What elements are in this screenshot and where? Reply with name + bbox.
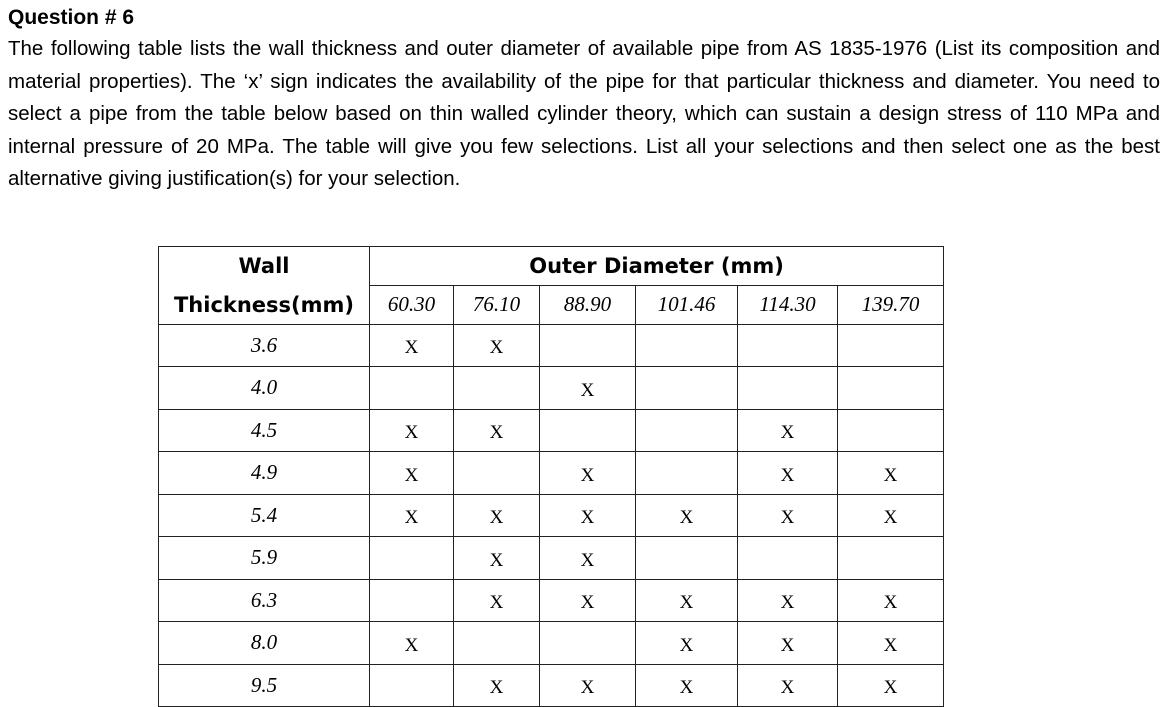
table-row (159, 367, 944, 410)
wall-thickness-cell: 5.9 (159, 537, 370, 580)
availability-cell: X (636, 664, 738, 707)
availability-cell: X (738, 664, 838, 707)
availability-cell (540, 409, 636, 452)
availability-cell: X (838, 622, 944, 665)
diameter-header: 76.10 (454, 286, 540, 325)
availability-cell: X (838, 494, 944, 537)
availability-cell: X (540, 367, 636, 410)
availability-cell (636, 537, 738, 580)
diameter-header: 114.30 (738, 286, 838, 325)
availability-cell (370, 367, 454, 410)
availability-cell: X (540, 537, 636, 580)
availability-cell (540, 622, 636, 665)
wall-thickness-cell: 4.9 (159, 452, 370, 495)
availability-cell: X (738, 494, 838, 537)
wall-thickness-cell: 6.3 (159, 579, 370, 622)
wall-thickness-cell: 8.0 (159, 622, 370, 665)
availability-cell: X (540, 579, 636, 622)
availability-cell: X (454, 494, 540, 537)
wall-thickness-cell: 5.4 (159, 494, 370, 537)
availability-cell: X (454, 664, 540, 707)
availability-cell: X (838, 579, 944, 622)
availability-cell (454, 452, 540, 495)
availability-cell (838, 409, 944, 452)
table-row (159, 452, 944, 495)
availability-cell: X (454, 324, 540, 367)
availability-cell: X (636, 622, 738, 665)
pipe-availability-table (158, 246, 944, 707)
availability-cell: X (540, 494, 636, 537)
availability-cell: X (738, 409, 838, 452)
document (8, 3, 1160, 196)
availability-cell: X (454, 409, 540, 452)
availability-cell (838, 537, 944, 580)
availability-cell (454, 622, 540, 665)
availability-cell: X (370, 452, 454, 495)
availability-cell (838, 324, 944, 367)
table-row (159, 664, 944, 707)
diameter-header: 101.46 (636, 286, 738, 325)
availability-cell (738, 537, 838, 580)
availability-cell: X (838, 664, 944, 707)
availability-cell (370, 579, 454, 622)
availability-cell: X (738, 452, 838, 495)
availability-cell: X (540, 664, 636, 707)
availability-cell (636, 452, 738, 495)
availability-cell: X (738, 579, 838, 622)
diameter-header: 139.70 (838, 286, 944, 325)
table-row (159, 537, 944, 580)
wall-thickness-cell: 4.5 (159, 409, 370, 452)
availability-cell: X (636, 494, 738, 537)
availability-cell (738, 324, 838, 367)
outer-diameter-header: Outer Diameter (mm) (370, 247, 944, 286)
availability-cell: X (370, 409, 454, 452)
table-row (159, 409, 944, 452)
availability-cell: X (370, 494, 454, 537)
availability-cell: X (454, 537, 540, 580)
wall-thickness-cell: 4.0 (159, 367, 370, 410)
availability-cell (636, 324, 738, 367)
availability-cell: X (636, 579, 738, 622)
availability-cell (454, 367, 540, 410)
wall-thickness-cell: 9.5 (159, 664, 370, 707)
diameter-header: 60.30 (370, 286, 454, 325)
availability-cell: X (454, 579, 540, 622)
availability-cell: X (838, 452, 944, 495)
availability-cell (838, 367, 944, 410)
wall-header-line1: Wall (159, 247, 370, 286)
availability-cell (370, 664, 454, 707)
wall-header-line2: Thickness(mm) (159, 286, 370, 325)
diameter-header: 88.90 (540, 286, 636, 325)
table-row (159, 579, 944, 622)
availability-cell (738, 367, 838, 410)
question-body: The following table lists the wall thickness and outer diameter of available pipe from AS 1835-1976 (List its composition and material properties). The ‘x’ sign indicates the availability of the pipe for that particular thickness and diameter. You need to select a pipe from the table below based on thin walled cylinder theory, which can sustain a design stress of 110 MPa and internal pressure of 20 MPa. The table will give you few selections. List all your selections and then select one as the best alternative giving justification(s) for your selection. (8, 37, 1160, 190)
availability-cell (636, 367, 738, 410)
availability-cell: X (540, 452, 636, 495)
availability-cell (370, 537, 454, 580)
table-row (159, 324, 944, 367)
question-title: Question # 6 (8, 6, 135, 29)
availability-cell: X (370, 622, 454, 665)
availability-cell: X (738, 622, 838, 665)
wall-thickness-cell: 3.6 (159, 324, 370, 367)
availability-cell (636, 409, 738, 452)
availability-cell (540, 324, 636, 367)
table-row (159, 494, 944, 537)
availability-cell: X (370, 324, 454, 367)
table-row (159, 622, 944, 665)
